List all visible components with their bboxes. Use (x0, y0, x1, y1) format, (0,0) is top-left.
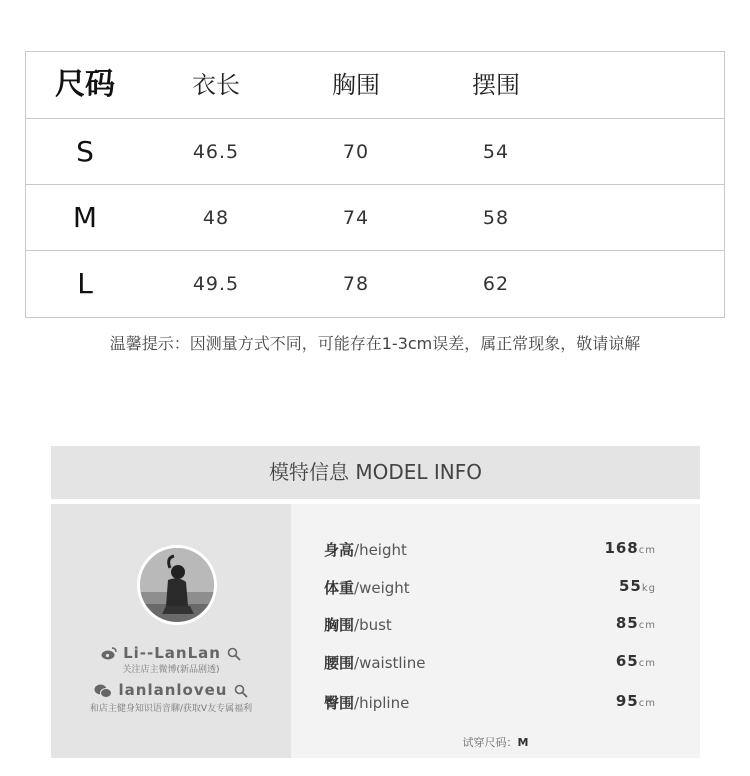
spec-label: 身高 (324, 541, 355, 559)
spec-unit: cm (638, 620, 656, 631)
size-cell: M (72, 201, 98, 234)
spec-label-en: /bust (354, 616, 392, 634)
table-row (26, 184, 724, 251)
model-profile-panel (51, 504, 291, 758)
table-row (26, 118, 724, 185)
table-header-row (26, 52, 724, 118)
header-size: 尺码 (55, 67, 115, 102)
spec-label: 腰围 (324, 654, 355, 672)
weibo-handle[interactable]: Li--LanLan (123, 644, 221, 662)
size-cell: L (77, 267, 93, 300)
spec-unit: cm (638, 658, 656, 669)
spec-value: 85 (615, 614, 639, 632)
wechat-line (51, 681, 291, 699)
bust-cell: 78 (342, 273, 370, 295)
length-cell: 49.5 (192, 273, 240, 295)
spec-hip-row (291, 692, 700, 712)
length-cell: 48 (202, 207, 230, 229)
spec-waist-row (291, 652, 700, 672)
spec-weight-row (291, 577, 700, 597)
spec-label-en: /waistline (354, 654, 426, 672)
bust-cell: 74 (342, 207, 370, 229)
spec-unit: kg (641, 583, 656, 594)
search-icon[interactable] (227, 647, 241, 661)
hem-cell: 58 (482, 207, 510, 229)
header-bust: 胸围 (332, 71, 380, 99)
measurement-tip: 温馨提示：因测量方式不同，可能存在1-3cm误差，属正常现象，敬请谅解 (109, 334, 641, 353)
header-length: 衣长 (192, 71, 240, 99)
spec-label: 胸围 (324, 616, 355, 634)
size-table (25, 51, 725, 318)
spec-label-en: /hipline (354, 694, 410, 712)
spec-bust-row (291, 614, 700, 634)
spec-value: 168 (604, 539, 639, 557)
spec-value: 65 (615, 652, 639, 670)
weibo-icon (101, 647, 117, 660)
try-on-size (291, 734, 700, 750)
weibo-note: 关注店主微博(新品剧透) (122, 665, 220, 675)
search-icon[interactable] (234, 684, 248, 698)
try-size-value: M (517, 736, 529, 749)
wechat-note: 和店主健身知识语音聊/获取V友专属福利 (89, 704, 253, 714)
weibo-line (51, 644, 291, 662)
spec-value: 55 (618, 577, 642, 595)
spec-value: 95 (615, 692, 639, 710)
size-cell: S (76, 135, 94, 168)
wechat-icon (94, 684, 112, 698)
model-info-title: 模特信息 MODEL INFO (51, 446, 700, 499)
bust-cell: 70 (342, 141, 370, 163)
header-hem: 摆围 (472, 71, 520, 99)
hem-cell: 62 (482, 273, 510, 295)
spec-unit: cm (638, 545, 656, 556)
avatar (137, 545, 217, 625)
model-specs-panel (291, 504, 700, 758)
wechat-handle[interactable]: lanlanloveu (118, 681, 228, 699)
spec-label: 臀围 (324, 694, 355, 712)
spec-height-row (291, 539, 700, 559)
spec-label-en: /weight (354, 579, 410, 597)
spec-unit: cm (638, 698, 656, 709)
spec-label: 体重 (324, 579, 355, 597)
spec-label-en: /height (354, 541, 407, 559)
hem-cell: 54 (482, 141, 510, 163)
try-size-label: 试穿尺码： (462, 736, 518, 749)
length-cell: 46.5 (192, 141, 240, 163)
table-row (26, 250, 724, 317)
